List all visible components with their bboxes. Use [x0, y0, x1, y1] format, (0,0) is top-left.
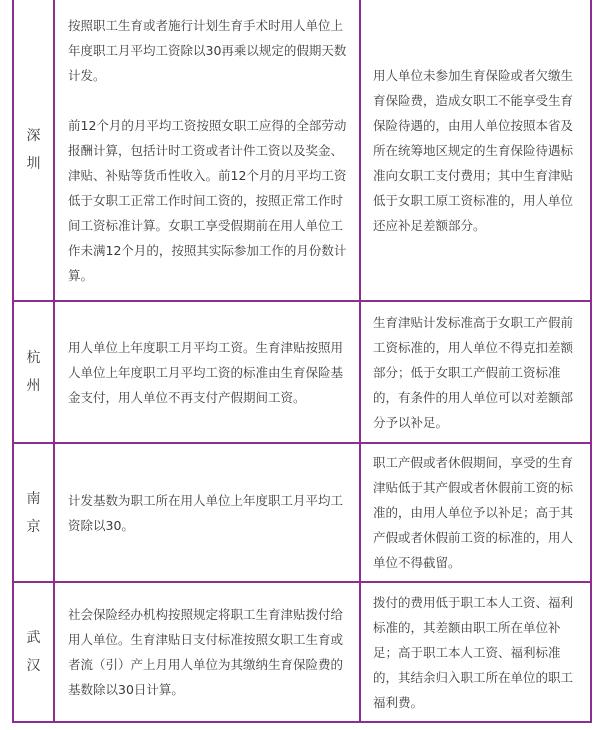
city-char: 南	[26, 490, 41, 507]
city-char: 汉	[26, 658, 41, 674]
city-char: 圳	[26, 156, 41, 172]
city-char: 京	[26, 518, 41, 535]
base-rule-cell	[54, 582, 360, 722]
base-rule-text: 按照职工生育或者施行计划生育手术时用人单位上年度职工月平均工资除以30再乘以规定的假期天数计发。	[68, 17, 347, 83]
difference-rule-text: 用人单位未参加生育保险或者欠缴生育保险费，造成女职工不能享受生育保险待遇的，由用人单位按照本省及所在统筹地区规定的生育保险待遇标准向女职工支付费用；其中生育津贴低于女职工原工资标准的，用人单位还应补足差额部分。	[373, 67, 574, 233]
base-rule-text: 用人单位上年度职工月平均工资。生育津贴按照用人单位上年度职工月平均工资的标准由生育保险基金支付，用人单位不再支付产假期间工资。	[68, 339, 344, 405]
difference-rule-text: 职工产假或者休假期间，享受的生育津贴低于其产假或者休假前工资的标准的，由用人单位予以补足；高于其产假或者休假前工资的标准的，用人单位不得截留。	[373, 455, 574, 570]
base-rule-text: 社会保险经办机构按照规定将职工生育津贴拨付给用人单位。生育津贴日支付标准按照女职工生育或者流（引）产上月用人单位为其缴纳生育保险费的基数除以30日计算。	[68, 607, 344, 697]
base-rule-text: 计发基数为职工所在用人单位上年度职工月平均工资除以30。	[68, 492, 344, 533]
difference-rule-cell	[360, 443, 591, 582]
city-cell	[13, 443, 54, 582]
city-char: 州	[26, 378, 41, 394]
table-row-shenzhen	[13, 0, 591, 301]
city-char: 深	[26, 128, 41, 144]
difference-rule-cell	[360, 301, 591, 443]
city-cell	[13, 582, 54, 722]
table-row-hangzhou	[13, 301, 591, 443]
city-char: 杭	[26, 350, 41, 366]
base-rule-cell	[54, 443, 360, 582]
difference-rule-text: 生育津贴计发标准高于女职工产假前工资标准的，用人单位不得克扣差额部分；低于女职工产假前工资标准的，有条件的用人单位可以对差额部分予以补足。	[373, 314, 574, 430]
base-rule-cell	[54, 301, 360, 443]
maternity-allowance-table	[12, 0, 592, 723]
difference-rule-cell	[360, 0, 591, 301]
difference-rule-text: 拨付的费用低于职工本人工资、福利标准的，其差额由职工所在单位补足；高于职工本人工资、福利标准的，其结余归入职工所在单位的职工福利费。	[373, 594, 574, 710]
city-char: 武	[26, 630, 41, 646]
city-cell	[13, 0, 54, 301]
base-rule-text: 前12个月的月平均工资按照女职工应得的全部劳动报酬计算，包括计时工资或者计件工资以及奖金、津贴、补贴等货币性收入。前12个月的月平均工资低于女职工正常工作时间工资的，按照正常工作时间工资标准计算。女职工享受假期前在用人单位工作未满12个月的，按照其实际参加工作的月份数计算。	[68, 117, 347, 283]
table-row-wuhan	[13, 582, 591, 722]
table-row-nanjing	[13, 443, 591, 582]
city-cell	[13, 301, 54, 443]
base-rule-cell	[54, 0, 360, 301]
difference-rule-cell	[360, 582, 591, 722]
